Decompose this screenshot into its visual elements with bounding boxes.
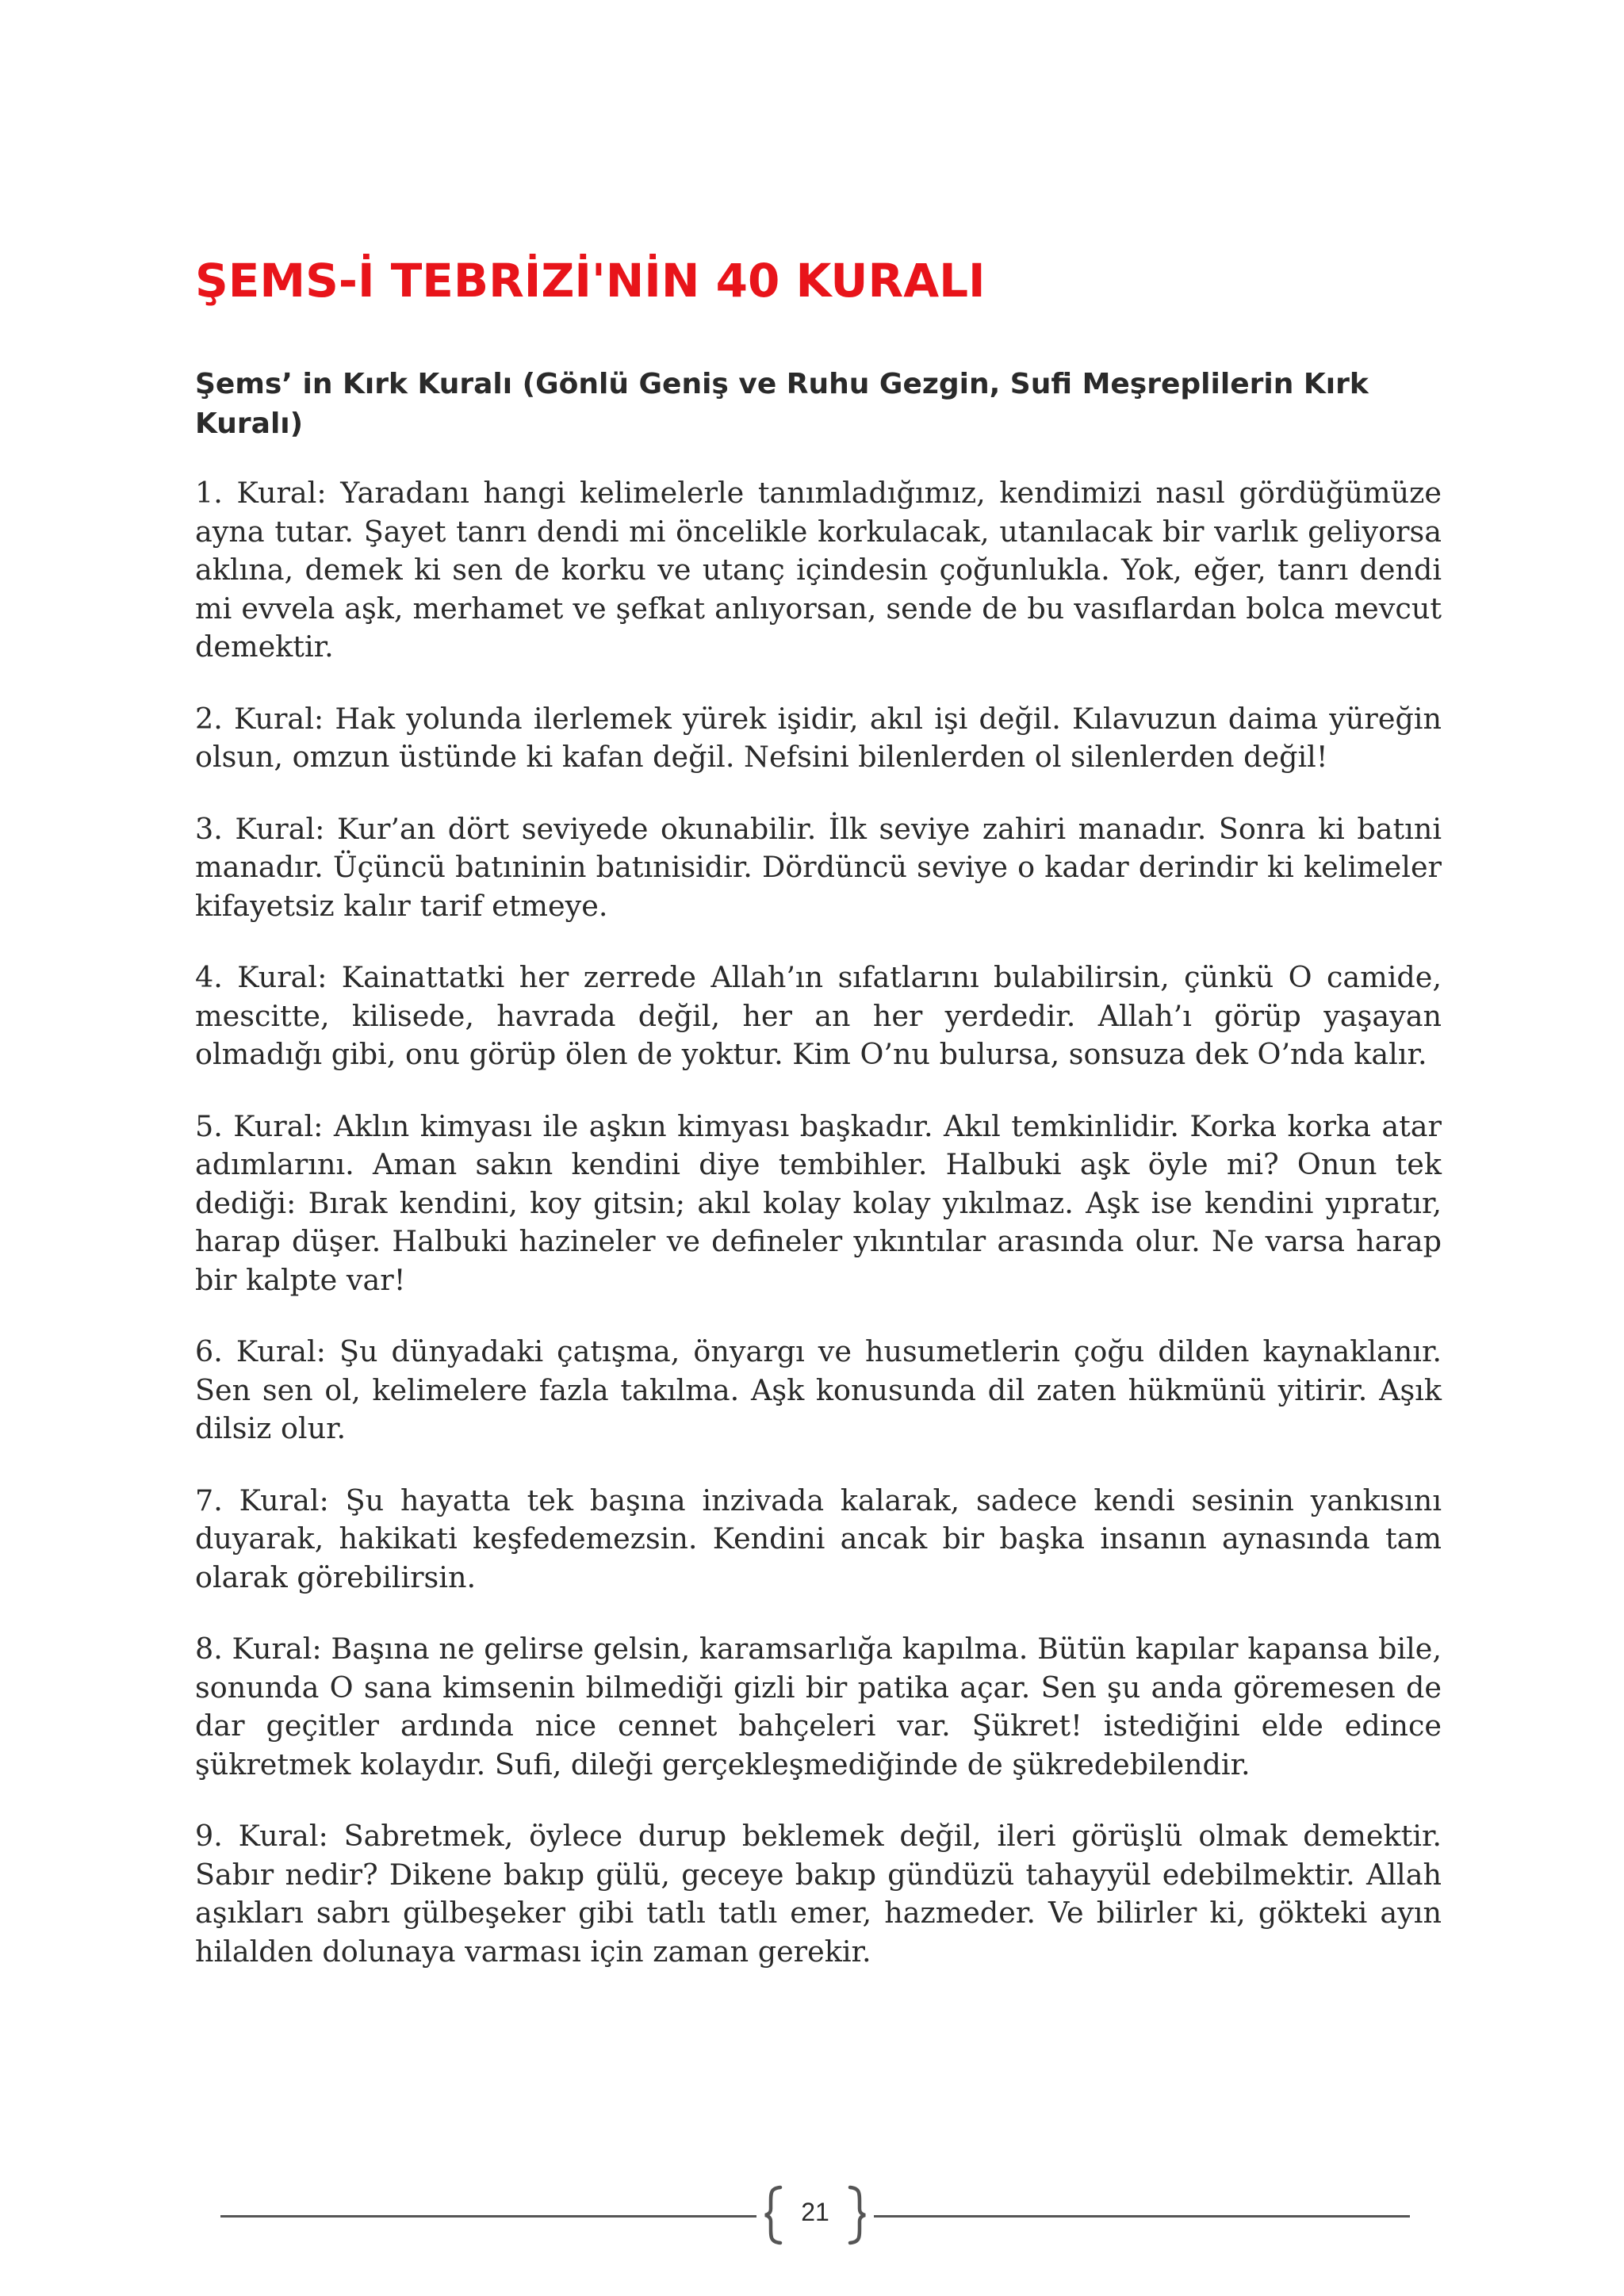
rule-paragraph-3: 3. Kural: Kur’an dört seviyede okunabilir. İlk seviye zahiri manadır. Sonra ki batıni manadır. Üçüncü batıninin batınisidir. Dördüncü seviye o kadar derindir ki kelimeler kifayetsiz kalır tarif etmeye. [195, 811, 1442, 923]
footer-rule-left [220, 2215, 756, 2218]
rule-paragraph-7: 7. Kural: Şu hayatta tek başına inzivada kalarak, sadece kendi sesinin yankısını duyarak, hakikati keşfedemezsin. Kendini ancak bir başka insanın aynasında tam olarak görebilirsin. [195, 1483, 1442, 1594]
rule-paragraph-6: 6. Kural: Şu dünyadaki çatışma, önyargı ve husumetlerin çoğu dilden kaynaklanır. Sen sen ol, kelimelere fazla takılma. Aşk konusunda dil zaten hükmünü yitirir. Aşık dilsiz olur. [195, 1334, 1442, 1445]
rule-paragraph-5: 5. Kural: Aklın kimyası ile aşkın kimyası başkadır. Akıl temkinlidir. Korka korka atar adımlarını. Aman sakın kendini diye tembihler. Halbuki aşk öyle mi? Onun tek dediği: Bırak kendini, koy gitsin; akıl kolay kolay yıkılmaz. Aşk ise kendini yıpratır, harap düşer. Halbuki hazineler ve defineler yıkıntılar arasında olur. Ne varsa harap bir kalpte var! [195, 1108, 1442, 1297]
page-footer [220, 2185, 1410, 2248]
rule-paragraph-9: 9. Kural: Sabretmek, öylece durup beklemek değil, ileri görüşlü olmak demektir. Sabır nedir? Dikene bakıp gülü, geceye bakıp gündüzü tahayyül edebilmektir. Allah aşıkları sabrı gülbeşeker gibi tatlı tatlı emer, hazmeder. Ve bilirler ki, gökteki ayın hilalden dolunaya varması için zaman gerekir. [195, 1819, 1442, 1969]
rule-paragraph-2: 2. Kural: Hak yolunda ilerlemek yürek işidir, akıl işi değil. Kılavuzun daima yüreğin olsun, omzun üstünde ki kafan değil. Nefsini bilenlerden ol silenlerden değil! [195, 701, 1442, 774]
rules-list [195, 474, 1442, 1971]
rule-paragraph-4: 4. Kural: Kainattatki her zerrede Allah’ın sıfatlarını bulabilirsin, çünkü O camide, mescitte, kilisede, havrada değil, her an her yerdedir. Allah’ı görüp yaşayan olmadığı gibi, onu görüp ölen de yoktur. Kim O’nu bulursa, sonsuza dek O’nda kalır. [195, 960, 1442, 1071]
right-brace-icon [847, 2185, 868, 2245]
rule-paragraph-8: 8. Kural: Başına ne gelirse gelsin, karamsarlığa kapılma. Bütün kapılar kapansa bile, sonunda O sana kimsenin bilmediği gizli bir patika açar. Sen şu anda göremesen de dar geçitler ardında nice cennet bahçeleri var. Şükret! istediğini elde edince şükretmek kolaydır. Sufi, dileği gerçekleşmediğinde de şükredebilendir. [195, 1632, 1442, 1781]
page-content [195, 252, 1442, 2004]
page-number-box [756, 2185, 874, 2248]
footer-rule-right [874, 2215, 1410, 2218]
page-title: ŞEMS-İ TEBRİZİ'NİN 40 KURALI [195, 254, 986, 308]
rule-paragraph-1: 1. Kural: Yaradanı hangi kelimelerle tanımladığımız, kendimizi nasıl gördüğümüze ayna tutar. Şayet tanrı dendi mi öncelikle korkulacak, utanılacak bir varlık geliyorsa aklına, demek ki sen de korku ve utanç içindesin çoğunlukla. Yok, eğer, tanrı dendi mi evvela aşk, merhamet ve şefkat anlıyorsan, sende de bu vasıflardan bolca mevcut demektir. [195, 476, 1442, 664]
page-subtitle: Şems’ in Kırk Kuralı (Gönlü Geniş ve Ruhu Gezgin, Sufi Meşreplilerin Kırk Kuralı) [195, 368, 1369, 440]
page-number: 21 [801, 2198, 829, 2226]
